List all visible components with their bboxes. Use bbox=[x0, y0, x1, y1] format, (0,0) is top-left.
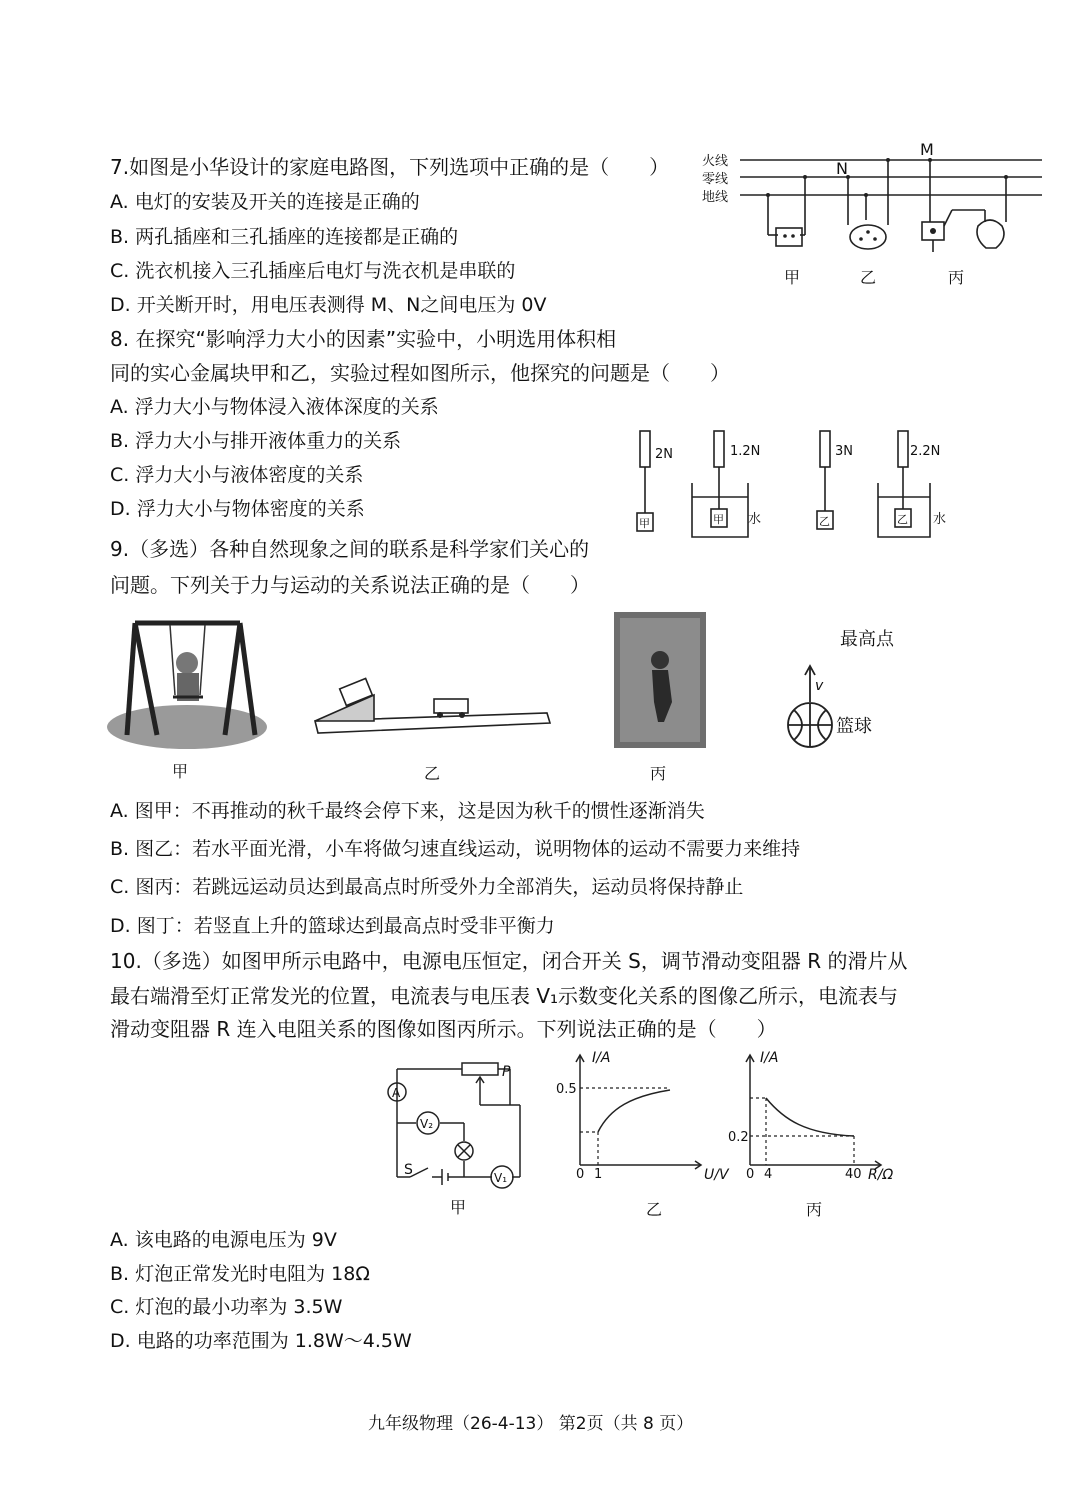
graph-b-xlabel: U/V bbox=[704, 1167, 729, 1183]
reading-4: 2.2N bbox=[910, 444, 941, 459]
reading-3: 3N bbox=[835, 444, 853, 459]
rheostat bbox=[462, 1063, 498, 1075]
q8-option-d: D. 浮力大小与物体密度的关系 bbox=[110, 498, 365, 520]
ground-wire-label: 地线 bbox=[702, 190, 729, 205]
live-wire-label: 火线 bbox=[702, 154, 729, 169]
water-label-2: 水 bbox=[933, 512, 947, 527]
q8-stem-line2: 同的实心金属块甲和乙，实验过程如图所示，他探究的问题是（ ） bbox=[110, 361, 730, 385]
q10-option-c: C. 灯泡的最小功率为 3.5W bbox=[110, 1296, 343, 1318]
v2-label: V₂ bbox=[420, 1117, 434, 1131]
cart-on-plane bbox=[434, 699, 468, 713]
graph-c-origin: 0 bbox=[746, 1167, 755, 1182]
q8-option-c: C. 浮力大小与液体密度的关系 bbox=[110, 464, 364, 486]
graph-b-ytick: 0.5 bbox=[556, 1082, 577, 1097]
q7-option-a: A. 电灯的安装及开关的连接是正确的 bbox=[110, 191, 420, 213]
q7-option-d: D. 开关断开时，用电压表测得 M、N之间电压为 0V bbox=[110, 294, 547, 316]
spring-scale-2 bbox=[714, 431, 724, 467]
neutral-wire-label: 零线 bbox=[702, 172, 729, 187]
q7-fig-label-a: 甲 bbox=[784, 268, 801, 287]
basketball-figure bbox=[780, 660, 840, 750]
q8-stem-line1: 8. 在探究“影响浮力大小的因素”实验中，小明选用体积相 bbox=[110, 327, 617, 351]
switch-label: S bbox=[404, 1162, 413, 1178]
graph-current-vs-voltage bbox=[570, 1050, 710, 1180]
graph-b-origin: 0 bbox=[576, 1167, 585, 1182]
basketball-label: 篮球 bbox=[836, 716, 872, 737]
three-pin-socket bbox=[850, 225, 886, 249]
q10-option-d: D. 电路的功率范围为 1.8W～4.5W bbox=[110, 1330, 412, 1352]
slider-label: P bbox=[502, 1064, 511, 1080]
q9-stem-line1: 9.（多选）各种自然现象之间的联系是科学家们关心的 bbox=[110, 537, 590, 561]
v1-label: V₁ bbox=[494, 1171, 508, 1185]
q9-fig-label-a: 甲 bbox=[172, 762, 189, 781]
q10-fig-label-a: 甲 bbox=[450, 1198, 467, 1217]
q10-stem-line3: 滑动变阻器 R 连入电阻关系的图像如图丙所示。下列说法正确的是（ ） bbox=[110, 1017, 777, 1041]
q10-stem-line1: 10.（多选）如图甲所示电路中，电源电压恒定，闭合开关 S，调节滑动变阻器 R 的滑片从 bbox=[110, 949, 908, 973]
ammeter-label: A bbox=[392, 1086, 401, 1100]
graph-c-xtick1: 4 bbox=[764, 1167, 773, 1182]
q9-option-b: B. 图乙：若水平面光滑，小车将做匀速直线运动，说明物体的运动不需要力来维持 bbox=[110, 838, 801, 860]
cart-on-ramp-picture bbox=[312, 675, 552, 735]
spring-scale-1 bbox=[640, 431, 650, 467]
graph-c-ytick: 0.2 bbox=[728, 1130, 749, 1145]
graph-c-xtick2: 40 bbox=[845, 1167, 862, 1182]
lamp-bulb bbox=[977, 220, 1004, 248]
spring-scale-3 bbox=[820, 431, 830, 467]
q10-fig-label-b: 乙 bbox=[646, 1200, 663, 1219]
graph-b-ylabel: I/A bbox=[592, 1050, 611, 1066]
q9-fig-label-b: 乙 bbox=[424, 764, 441, 783]
top-point-label: 最高点 bbox=[840, 629, 894, 650]
q10-fig-label-c: 丙 bbox=[806, 1200, 823, 1219]
curve-i-r bbox=[766, 1098, 854, 1136]
swing-picture bbox=[105, 615, 270, 755]
q9-stem-line2: 问题。下列关于力与运动的关系说法正确的是（ ） bbox=[110, 573, 590, 597]
q9-option-a: A. 图甲：不再推动的秋千最终会停下来，这是因为秋千的惯性逐渐消失 bbox=[110, 800, 705, 822]
velocity-label: v bbox=[815, 678, 824, 694]
graph-c-ylabel: I/A bbox=[760, 1050, 779, 1066]
block-a-label: 甲 bbox=[639, 517, 650, 530]
graph-b-xtick: 1 bbox=[594, 1167, 603, 1182]
q7-stem: 7.如图是小华设计的家庭电路图，下列选项中正确的是（ ） bbox=[110, 155, 670, 179]
q9-option-d: D. 图丁：若竖直上升的篮球达到最高点时受非平衡力 bbox=[110, 915, 555, 937]
q8-option-a: A. 浮力大小与物体浸入液体深度的关系 bbox=[110, 396, 439, 418]
curve-i-u bbox=[598, 1090, 670, 1132]
reading-2: 1.2N bbox=[730, 444, 761, 459]
block-a-water-label: 甲 bbox=[713, 513, 724, 526]
q8-option-b: B. 浮力大小与排开液体重力的关系 bbox=[110, 430, 402, 452]
q10-option-a: A. 该电路的电源电压为 9V bbox=[110, 1229, 337, 1251]
point-m-label: M bbox=[920, 140, 934, 159]
q7-option-c: C. 洗衣机接入三孔插座后电灯与洗衣机是串联的 bbox=[110, 260, 516, 282]
two-pin-socket bbox=[776, 228, 802, 246]
reading-1: 2N bbox=[655, 447, 673, 462]
block-b-water-label: 乙 bbox=[897, 513, 908, 526]
water-label-1: 水 bbox=[748, 512, 762, 527]
q7-option-b: B. 两孔插座和三孔插座的连接都是正确的 bbox=[110, 226, 459, 248]
point-n-label: N bbox=[836, 159, 848, 178]
spring-scale-4 bbox=[898, 431, 908, 467]
q10-stem-line2: 最右端滑至灯正常发光的位置，电流表与电压表 V₁示数变化关系的图像乙所示，电流表与 bbox=[110, 984, 899, 1008]
q9-option-c: C. 图丙：若跳远运动员达到最高点时所受外力全部消失，运动员将保持静止 bbox=[110, 876, 744, 898]
q10-option-b: B. 灯泡正常发光时电阻为 18Ω bbox=[110, 1263, 370, 1285]
q7-fig-label-b: 乙 bbox=[860, 268, 877, 287]
page-footer: 九年级物理（26-4-13） 第2页（共 8 页） bbox=[368, 1414, 694, 1434]
block-b-label: 乙 bbox=[819, 515, 830, 528]
q9-fig-label-c: 丙 bbox=[650, 764, 667, 783]
graph-c-xlabel: R/Ω bbox=[868, 1167, 894, 1183]
long-jump-picture bbox=[614, 612, 706, 748]
q7-fig-label-c: 丙 bbox=[948, 268, 965, 287]
